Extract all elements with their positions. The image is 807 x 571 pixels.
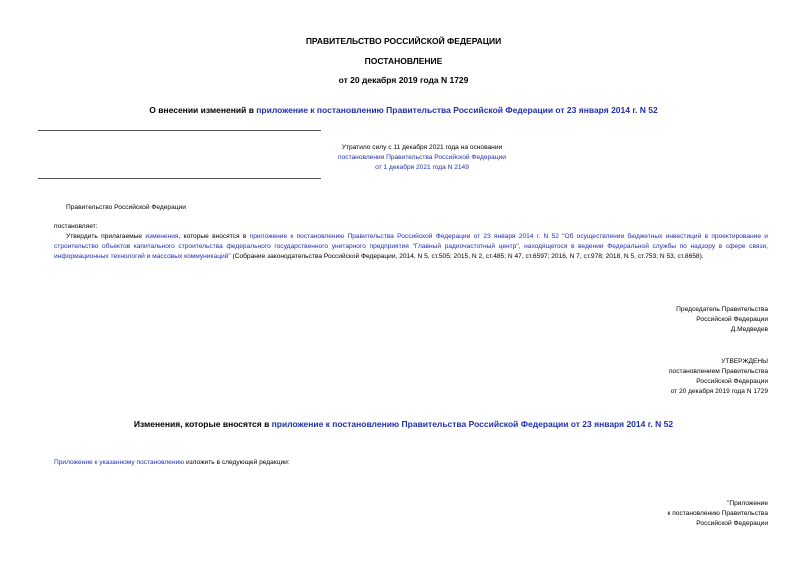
main-paragraph <box>54 232 768 262</box>
status-link-date[interactable]: от 1 декабря 2021 года N 2149 <box>375 164 469 171</box>
document-title-prefix: О внесении изменений в <box>149 105 257 115</box>
divider-top <box>38 130 321 131</box>
changes-title <box>0 419 807 429</box>
divider-bottom <box>38 178 321 179</box>
status-link-decree[interactable]: постановления Правительства Российской Федерации <box>338 154 506 161</box>
appendix-heading: "Приложение <box>726 500 768 507</box>
status-note <box>38 143 806 173</box>
approval-heading: УТВЕРЖДЕНЫ <box>721 358 768 365</box>
document-type: ПОСТАНОВЛЕНИЕ <box>364 56 443 66</box>
appendix-link[interactable]: Приложение к указанному постановлению <box>54 459 185 466</box>
document-title-link[interactable]: приложение к постановлению Правительства Российской Федерации от 23 января 2014 г. N 52 <box>256 105 658 115</box>
changes-title-prefix: Изменения, которые вносятся в <box>133 419 272 429</box>
document-title <box>0 105 807 115</box>
approval-date: от 20 декабря 2019 года N 1729 <box>670 388 768 395</box>
changes-title-link[interactable]: приложение к постановлению Правительства Российской Федерации от 23 января 2014 г. N 52 <box>271 419 674 429</box>
signature-block <box>676 305 768 335</box>
changes-text: изложить в следующей редакции: <box>184 459 290 466</box>
status-text: Утратило силу с 11 декабря 2021 года на основании <box>341 144 503 151</box>
decree-52-link[interactable]: приложение к постановлению Правительства Российской Федерации от 23 января 2014 г. N 52 "Об осуществлении бюджетных инвестиций в проектирование и строительство объектов капитального строительства федерального государственного унитарного предприятия "Главный радиочастотный центр", находящегося в ведении Федеральной службы по надзору в сфере связи, информационных технологий и массовых коммуникаций" <box>54 233 768 260</box>
changes-paragraph <box>54 458 290 468</box>
appendix-block <box>668 499 769 529</box>
approval-org: Российской Федерации <box>696 378 768 385</box>
paragraph-text-c: (Собрание законодательства Российской Федерации, 2014, N 5, ст.505; 2015, N 2, ст.485; N 47, ст.6597; 2016, N 7, ст.978; 2018, N 5, ст.753; N 53, ст.8658). <box>230 253 704 260</box>
issuer: Правительство Российской Федерации <box>66 204 186 211</box>
signature-name: Д.Медведев <box>730 326 768 333</box>
signature-org: Российской Федерации <box>696 316 768 323</box>
decides: постановляет: <box>54 223 98 230</box>
approval-block <box>669 357 768 397</box>
changes-link[interactable]: изменения <box>145 233 179 240</box>
appendix-org: Российской Федерации <box>696 520 768 527</box>
government-heading: ПРАВИТЕЛЬСТВО РОССИЙСКОЙ ФЕДЕРАЦИИ <box>305 36 502 46</box>
paragraph-text-b: , которые вносятся в <box>178 233 250 240</box>
appendix-to: к постановлению Правительства <box>667 510 768 517</box>
paragraph-text-a: Утвердить прилагаемые <box>66 233 146 240</box>
document-date: от 20 декабря 2019 года N 1729 <box>338 75 469 85</box>
signature-position: Председатель Правительства <box>676 306 768 313</box>
approval-by: постановлением Правительства <box>668 368 768 375</box>
